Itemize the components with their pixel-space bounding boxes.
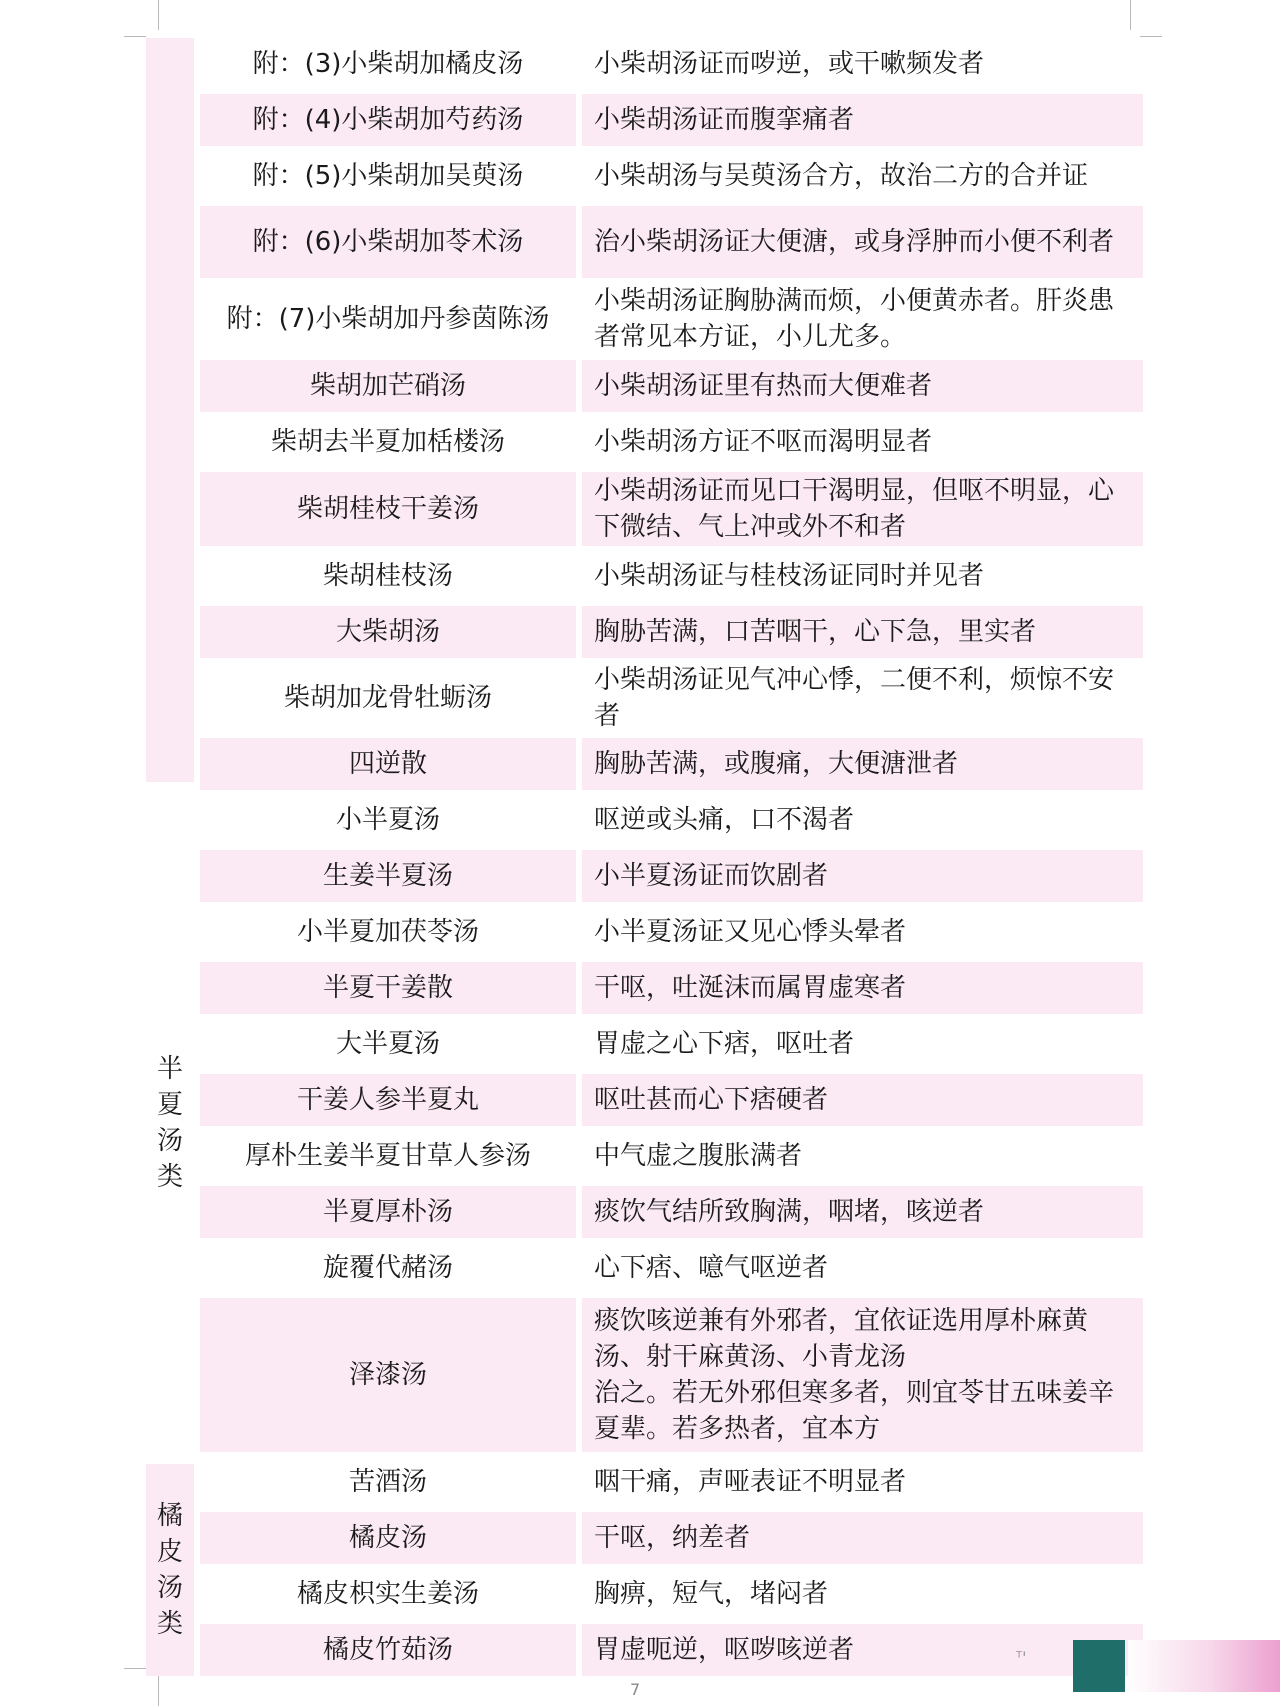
- table-row: [200, 1512, 1143, 1564]
- table-row: [200, 962, 1143, 1014]
- formula-name: 附：(7)小柴胡加丹参茵陈汤: [226, 304, 550, 334]
- formula-indication: 小柴胡汤证见气冲心悸，二便不利，烦惊不安者: [594, 665, 1115, 731]
- formula-name: 大半夏汤: [335, 1029, 440, 1059]
- table-row: [200, 150, 1143, 202]
- table-row: [200, 906, 1143, 958]
- crop-mark-top-right-h: [1140, 36, 1162, 37]
- formula-indication: 呕吐甚而心下痞硬者: [582, 1074, 1143, 1126]
- formula-indication: 小柴胡汤证与桂枝汤证同时并见者: [594, 561, 985, 591]
- formula-name: 附：(4)小柴胡加芍药汤: [200, 94, 576, 146]
- formula-name: 半夏干姜散: [200, 962, 576, 1014]
- formula-indication: 痰饮咳逆兼有外邪者，宜依证选用厚朴麻黄汤、射干麻黄汤、小青龙汤 治之。若无外邪但寒多者，则宜苓甘五味姜辛夏辈。若多热者，宜本方: [582, 1298, 1143, 1452]
- corner-pink-block: [1128, 1640, 1280, 1692]
- formula-indication: 小柴胡汤方证不呕而渴明显者: [594, 427, 933, 457]
- group-cell-chaihu: [146, 38, 194, 782]
- table-row: [200, 360, 1143, 412]
- table-row: [200, 94, 1143, 146]
- formula-indication: 小柴胡汤证而腹挛痛者: [582, 94, 1143, 146]
- formula-name: 苦酒汤: [348, 1467, 427, 1497]
- formula-name: 柴胡加龙骨牡蛎汤: [283, 683, 492, 713]
- table-row: [200, 1186, 1143, 1238]
- table-row: [200, 472, 1143, 546]
- formula-indication: 胃虚呃逆，呕哕咳逆者: [582, 1624, 1143, 1676]
- formula-name: 旋覆代赭汤: [322, 1253, 453, 1283]
- crop-mark-top-left-h: [124, 36, 146, 37]
- formula-indication: 小柴胡汤证胸胁满而烦，小便黄赤者。肝炎患者常见本方证，小儿尤多。: [594, 286, 1115, 352]
- table-row: [200, 606, 1143, 658]
- table-row: [200, 662, 1143, 734]
- formula-name: 柴胡桂枝汤: [322, 561, 453, 591]
- table-row: [200, 1242, 1143, 1294]
- table-row: [200, 282, 1143, 356]
- formula-name: 大柴胡汤: [200, 606, 576, 658]
- formula-name: 橘皮枳实生姜汤: [296, 1579, 479, 1609]
- formula-name: 厚朴生姜半夏甘草人参汤: [244, 1141, 531, 1171]
- table-row: [200, 794, 1143, 846]
- table-row: [200, 1018, 1143, 1070]
- table-row: [200, 738, 1143, 790]
- formula-name: 柴胡去半夏加栝楼汤: [270, 427, 505, 457]
- crop-mark-top-right-v: [1130, 0, 1131, 30]
- formula-indication: 胃虚之心下痞，呕吐者: [594, 1029, 855, 1059]
- formula-indication: 干呕，吐涎沫而属胃虚寒者: [582, 962, 1143, 1014]
- table-row: [200, 38, 1143, 90]
- formula-name: 小半夏汤: [335, 805, 440, 835]
- formula-name: 半夏厚朴汤: [200, 1186, 576, 1238]
- formula-indication: 呕逆或头痛，口不渴者: [594, 805, 855, 835]
- formula-indication: 小柴胡汤证而哕逆，或干嗽频发者: [594, 49, 985, 79]
- table-row: [200, 1130, 1143, 1182]
- formula-indication: 心下痞、噫气呕逆者: [594, 1253, 829, 1283]
- group-label-banxia: 半 夏 汤 类: [156, 1054, 183, 1192]
- formula-indication: 小柴胡汤证里有热而大便难者: [582, 360, 1143, 412]
- table-row: [200, 850, 1143, 902]
- formula-indication: 小半夏汤证又见心悸头晕者: [594, 917, 907, 947]
- formula-name: 附：(6)小柴胡加苓术汤: [200, 206, 576, 278]
- formula-indication: 痰饮气结所致胸满，咽堵，咳逆者: [582, 1186, 1143, 1238]
- crop-mark-top-left-v: [158, 0, 159, 30]
- table-row: [200, 1298, 1143, 1452]
- table-row: [200, 206, 1143, 278]
- formula-name: 柴胡桂枝干姜汤: [200, 472, 576, 546]
- table-row: [200, 1568, 1143, 1620]
- table-row: [200, 1074, 1143, 1126]
- formula-name: 附：(5)小柴胡加吴萸汤: [252, 161, 524, 191]
- page-number: 7: [630, 1680, 641, 1699]
- table-row: [200, 416, 1143, 468]
- formula-indication: 胸胁苦满，或腹痛，大便溏泄者: [582, 738, 1143, 790]
- group-label-jupi: 橘 皮 汤 类: [156, 1501, 183, 1639]
- formula-name: 小半夏加茯苓汤: [296, 917, 479, 947]
- formula-name: 橘皮汤: [200, 1512, 576, 1564]
- formula-indication: 胸痹，短气，堵闷者: [594, 1579, 829, 1609]
- formula-indication: 咽干痛，声哑表证不明显者: [594, 1467, 907, 1497]
- formula-indication: 胸胁苦满，口苦咽干，心下急，里实者: [582, 606, 1143, 658]
- group-cell-banxia: [146, 786, 194, 1460]
- formula-name: 四逆散: [200, 738, 576, 790]
- corner-mark: ᵀ': [1016, 1648, 1027, 1667]
- formula-name: 柴胡加芒硝汤: [200, 360, 576, 412]
- formula-indication: 小柴胡汤证而见口干渴明显，但呕不明显，心下微结、气上冲或外不和者: [582, 472, 1143, 546]
- table-row: [200, 1456, 1143, 1508]
- formula-indication: 小柴胡汤与吴萸汤合方，故治二方的合并证: [594, 161, 1089, 191]
- formula-indication: 治小柴胡汤证大便溏，或身浮肿而小便不利者: [582, 206, 1143, 278]
- formula-name: 泽漆汤: [200, 1298, 576, 1452]
- table-row: [200, 1624, 1143, 1676]
- table-row: [200, 550, 1143, 602]
- formula-name: 生姜半夏汤: [200, 850, 576, 902]
- formula-indication: 干呕，纳差者: [582, 1512, 1143, 1564]
- corner-teal-block: [1073, 1640, 1125, 1692]
- formula-name: 干姜人参半夏丸: [200, 1074, 576, 1126]
- formula-indication: 小半夏汤证而饮剧者: [582, 850, 1143, 902]
- group-cell-jupi: [146, 1464, 194, 1676]
- formula-name: 橘皮竹茹汤: [200, 1624, 576, 1676]
- formula-name: 附：(3)小柴胡加橘皮汤: [252, 49, 524, 79]
- formula-indication: 中气虚之腹胀满者: [594, 1141, 803, 1171]
